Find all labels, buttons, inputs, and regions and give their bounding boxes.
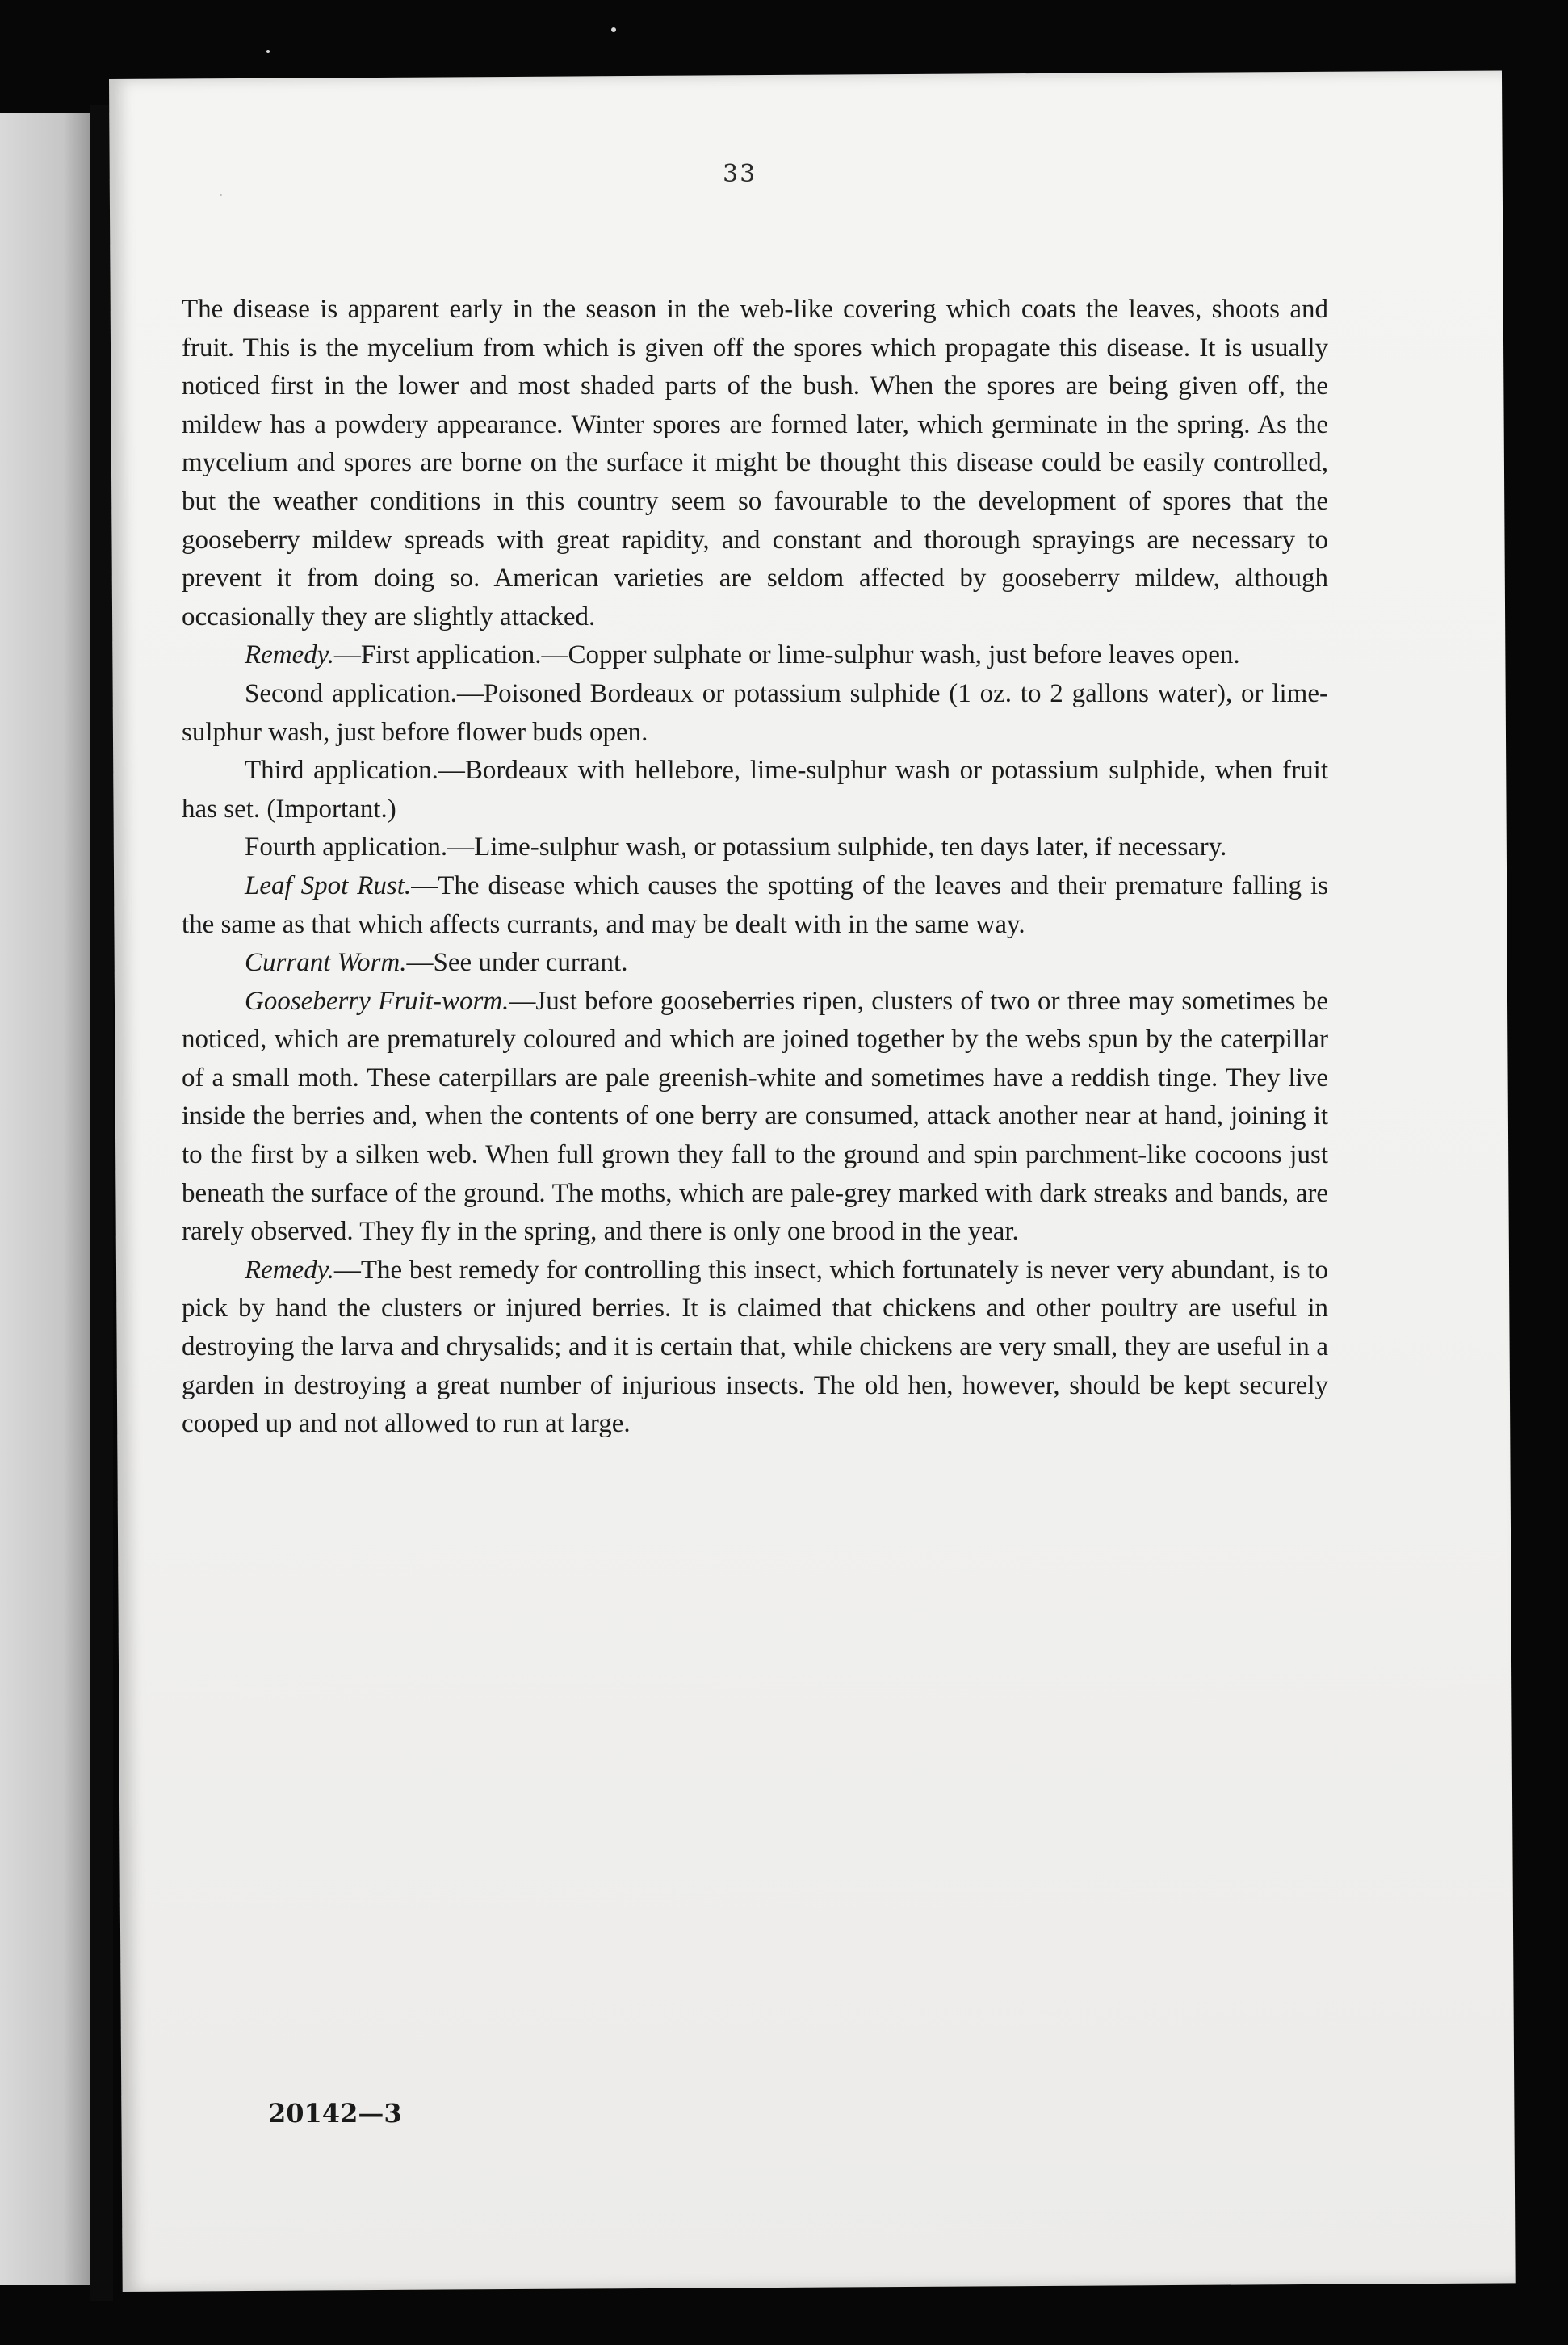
paragraph-remedy-third bbox=[182, 752, 1328, 829]
page-number: 33 bbox=[723, 160, 757, 188]
paragraph-text: —First application.—Copper sulphate or lime-sulphur wash, just before leaves open. bbox=[333, 640, 1240, 670]
paragraph-label: Gooseberry Fruit-worm. bbox=[245, 986, 509, 1016]
paragraph-text: Third application.—Bordeaux with hellebore, lime-sulphur wash or potassium sulphide, when fruit has set. (Important.) bbox=[182, 756, 1328, 824]
paragraph-disease-description bbox=[182, 291, 1328, 636]
paragraph-text: —Just before gooseberries ripen, clusters of two or three may sometimes be noticed, which are prematurely coloured and which are joined together by the webs spun by the caterpillar of a small moth. These caterpillars are pale greenish-white and sometimes have a reddish tinge. They live inside the berries and, when the contents of one berry are consumed, attack another near at hand, joining it to the first by a silken web. When full grown they fall to the ground and spin parchment-like cocoons just beneath the surface of the ground. The moths, which are pale-grey marked with dark streaks and bands, are rarely observed. They fly in the spring, and there is only one brood in the year. bbox=[182, 986, 1328, 1247]
paragraph-label: Leaf Spot Rust. bbox=[245, 870, 412, 900]
signature-mark: 20142—3 bbox=[268, 2098, 402, 2129]
body-text bbox=[182, 291, 1328, 1444]
paragraph-currant-worm bbox=[182, 944, 1328, 983]
paragraph-remedy-fruit-worm bbox=[182, 1252, 1328, 1444]
paragraph-label: Remedy. bbox=[245, 640, 334, 670]
previous-page-edge bbox=[0, 113, 90, 2285]
paragraph-text: —The best remedy for controlling this insect, which fortunately is never very abundant, is to pick by hand the clusters or injured berries. It is claimed that chickens and other poultry are useful in destroying the larva and chrysalids; and it is certain that, while chickens are very small, they are useful in a garden in destroying a great number of injurious insects. The old hen, however, should be kept securely cooped up and not allowed to run at large. bbox=[182, 1255, 1328, 1439]
paragraph-remedy-fourth bbox=[182, 829, 1328, 867]
paragraph-text: —See under currant. bbox=[406, 948, 628, 978]
dust-speck bbox=[220, 194, 222, 196]
paragraph-text: Fourth application.—Lime-sulphur wash, or potassium sulphide, ten days later, if necessary. bbox=[245, 833, 1227, 862]
paragraph-remedy-second bbox=[182, 675, 1328, 752]
dust-speck bbox=[266, 50, 270, 53]
paragraph-gooseberry-fruit-worm bbox=[182, 983, 1328, 1252]
binding-gap bbox=[90, 105, 113, 2301]
dust-speck bbox=[611, 27, 616, 32]
paragraph-label: Currant Worm. bbox=[245, 948, 407, 978]
paragraph-remedy-first bbox=[182, 636, 1328, 675]
paragraph-text: The disease is apparent early in the season in the web-like covering which coats the leaves, shoots and fruit. This is the mycelium from which is given off the spores which propagate this disease. It is usually noticed first in the lower and most shaded parts of the bush. When the spores are being given off, the mildew has a powdery appearance. Winter spores are formed later, which germinate in the spring. As the mycelium and spores are borne on the surface it might be thought this disease could be easily controlled, but the weather conditions in this country seem so favourable to the development of spores that the gooseberry mildew spreads with great rapidity, and constant and thorough sprayings are necessary to prevent it from doing so. American varieties are seldom affected by gooseberry mildew, although occasionally they are slightly attacked. bbox=[182, 295, 1328, 631]
paragraph-leaf-spot-rust bbox=[182, 867, 1328, 944]
paragraph-text: —The disease which causes the spotting of the leaves and their premature falling is the same as that which affects currants, and may be dealt with in the same way. bbox=[182, 870, 1328, 939]
paragraph-label: Remedy. bbox=[245, 1255, 334, 1285]
paragraph-text: Second application.—Poisoned Bordeaux or potassium sulphide (1 oz. to 2 gallons water), or lime-sulphur wash, just before flower buds open. bbox=[182, 678, 1328, 747]
